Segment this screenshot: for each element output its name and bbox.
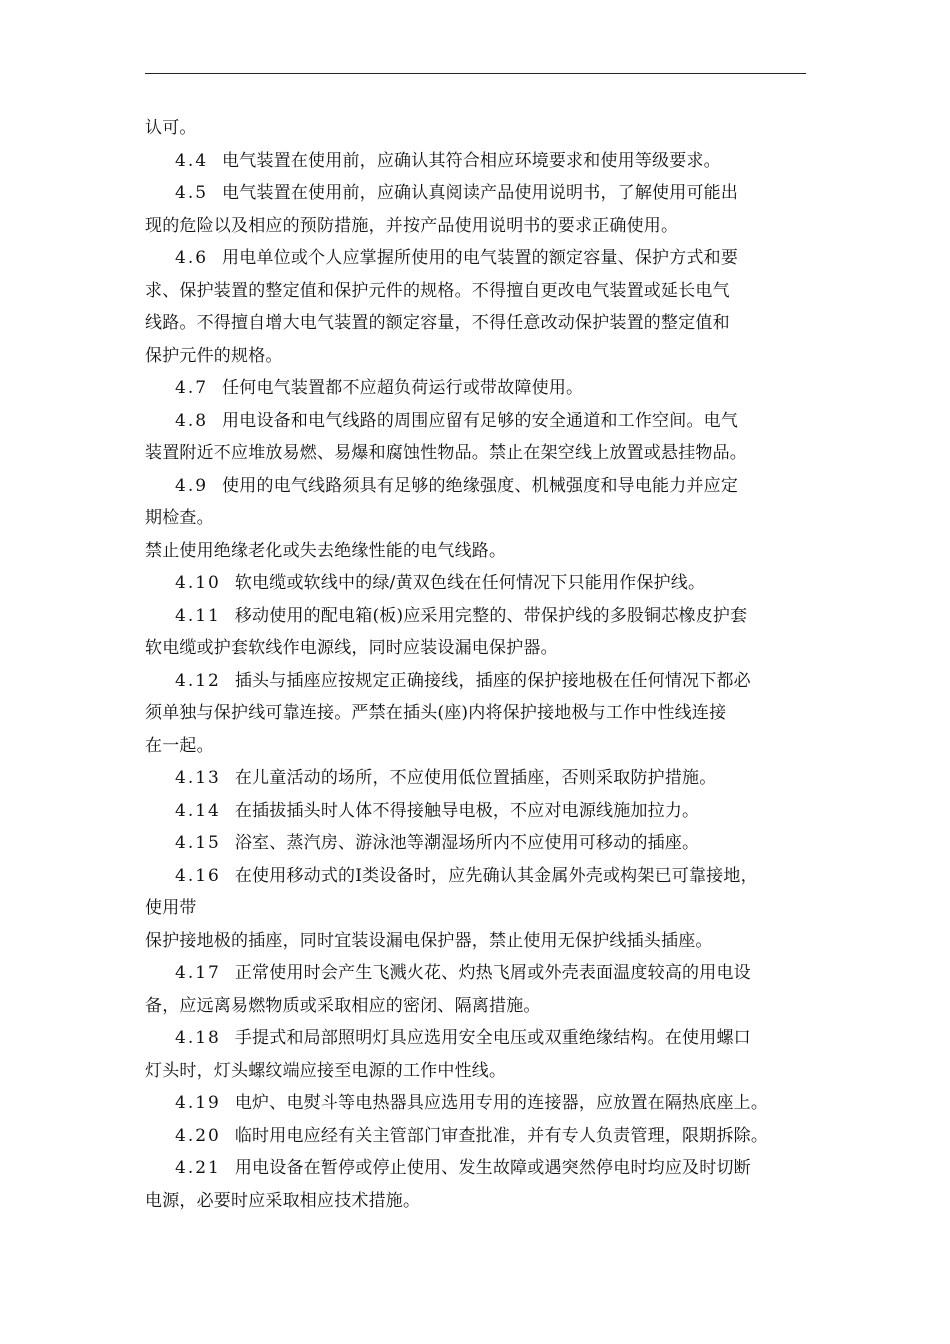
line-text: 移动使用的配电箱(板)应采用完整的、带保护线的多股铜芯橡皮护套 — [234, 605, 748, 626]
text-line — [145, 470, 810, 503]
clause-number: 4.20 — [175, 1125, 221, 1146]
clause-number: 4.12 — [175, 670, 221, 691]
text-line — [145, 632, 810, 665]
text-line — [145, 665, 810, 698]
clause-number: 4.10 — [175, 573, 221, 593]
text-line — [145, 762, 810, 795]
clause-number: 4.19 — [175, 1093, 221, 1113]
line-text: 插头与插座应按规定正确接线，插座的保护接地极在任何情况下都必 — [234, 670, 751, 691]
text-line — [145, 925, 810, 958]
line-text: 临时用电应经有关主管部门审查批准，并有专人负责管理，限期拆除。 — [234, 1125, 769, 1146]
text-line — [145, 600, 810, 633]
line-text: 期检查。 — [145, 508, 214, 528]
line-text: 灯头时，灯头螺纹端应接至电源的工作中性线。 — [145, 1060, 507, 1081]
text-line — [145, 795, 810, 828]
text-line — [145, 242, 810, 275]
line-text: 电气装置在使用前，应确认其符合相应环境要求和使用等级要求。 — [222, 150, 721, 171]
clause-number: 4.16 — [175, 865, 221, 886]
text-line — [145, 1185, 810, 1218]
clause-number: 4.9 — [175, 475, 209, 496]
text-line — [145, 112, 810, 145]
line-text: 电气装置在使用前，应确认真阅读产品使用说明书，了解使用可能出 — [222, 183, 739, 203]
line-text: 求、保护装置的整定值和保护元件的规格。不得擅自更改电气装置或延长电气 — [145, 280, 730, 301]
text-line — [145, 697, 810, 730]
line-text: 线路。不得擅自增大电气装置的额定容量，不得任意改动保护装置的整定值和 — [145, 313, 730, 333]
text-line — [145, 437, 810, 470]
text-line — [145, 730, 810, 763]
line-text: 电炉、电熨斗等电热器具应选用专用的连接器，应放置在隔热底座上。 — [234, 1093, 769, 1113]
clause-number: 4.15 — [175, 833, 221, 853]
line-text: 装置附近不应堆放易燃、易爆和腐蚀性物品。禁止在架空线上放置或悬挂物品。 — [145, 443, 747, 463]
text-line — [145, 1087, 810, 1120]
line-text: 在使用移动式的Ⅰ类设备时，应先确认其金属外壳或构架已可靠接地， — [234, 865, 758, 886]
clause-number: 4.5 — [175, 183, 209, 203]
text-line — [145, 340, 810, 373]
text-line — [145, 177, 810, 210]
text-line — [145, 1022, 810, 1055]
text-line — [145, 535, 810, 568]
document-body — [145, 112, 810, 1217]
text-line — [145, 275, 810, 308]
text-line — [145, 957, 810, 990]
header-rule — [145, 73, 806, 74]
text-line — [145, 892, 810, 925]
line-text: 软电缆或软线中的绿/黄双色线在任何情况下只能用作保护线。 — [234, 573, 706, 593]
text-line — [145, 860, 810, 893]
line-text: 保护元件的规格。 — [145, 345, 283, 366]
text-line — [145, 1120, 810, 1153]
text-line — [145, 502, 810, 535]
line-text: 须单独与保护线可靠连接。严禁在插头(座)内将保护接地极与工作中性线连接 — [145, 703, 727, 723]
text-line — [145, 405, 810, 438]
line-text: 使用的电气线路须具有足够的绝缘强度、机械强度和导电能力并应定 — [222, 475, 739, 496]
clause-number: 4.11 — [175, 605, 221, 626]
clause-number: 4.13 — [175, 768, 221, 788]
clause-number: 4.7 — [175, 378, 209, 398]
line-text: 电源，必要时应采取相应技术措施。 — [145, 1190, 421, 1211]
clause-number: 4.17 — [175, 963, 221, 983]
line-text: 手提式和局部照明灯具应选用安全电压或双重绝缘结构。在使用螺口 — [234, 1028, 751, 1048]
text-line — [145, 1152, 810, 1185]
line-text: 用电设备在暂停或停止使用、发生故障或遇突然停电时均应及时切断 — [234, 1158, 751, 1178]
text-line — [145, 567, 810, 600]
text-line — [145, 990, 810, 1023]
text-line — [145, 372, 810, 405]
clause-number: 4.21 — [175, 1158, 221, 1178]
line-text: 浴室、蒸汽房、游泳池等潮湿场所内不应使用可移动的插座。 — [234, 833, 700, 853]
line-text: 备，应远离易燃物质或采取相应的密闭、隔离措施。 — [145, 995, 541, 1016]
line-text: 现的危险以及相应的预防措施，并按产品使用说明书的要求正确使用。 — [145, 215, 679, 236]
line-text: 在儿童活动的场所，不应使用低位置插座，否则采取防护措施。 — [234, 768, 717, 788]
line-text: 认可。 — [145, 118, 197, 138]
text-line — [145, 1055, 810, 1088]
line-text: 使用带 — [145, 898, 197, 918]
clause-number: 4.8 — [175, 410, 209, 431]
clause-number: 4.18 — [175, 1028, 221, 1048]
line-text: 在插拔插头时人体不得接触导电极，不应对电源线施加拉力。 — [234, 800, 700, 821]
clause-number: 4.14 — [175, 800, 221, 821]
text-line — [145, 827, 810, 860]
clause-number: 4.6 — [175, 248, 209, 268]
line-text: 用电设备和电气线路的周围应留有足够的安全通道和工作空间。电气 — [222, 410, 739, 431]
text-line — [145, 210, 810, 243]
text-line — [145, 145, 810, 178]
text-line — [145, 307, 810, 340]
clause-number: 4.4 — [175, 150, 209, 171]
line-text: 任何电气装置都不应超负荷运行或带故障使用。 — [222, 378, 584, 398]
line-text: 禁止使用绝缘老化或失去绝缘性能的电气线路。 — [145, 540, 507, 561]
line-text: 正常使用时会产生飞溅火花、灼热飞屑或外壳表面温度较高的用电设 — [234, 963, 751, 983]
line-text: 软电缆或护套软线作电源线，同时应装设漏电保护器。 — [145, 638, 558, 658]
line-text: 保护接地极的插座，同时宜装设漏电保护器，禁止使用无保护线插头插座。 — [145, 930, 713, 951]
line-text: 在一起。 — [145, 735, 214, 756]
line-text: 用电单位或个人应掌握所使用的电气装置的额定容量、保护方式和要 — [222, 248, 739, 268]
